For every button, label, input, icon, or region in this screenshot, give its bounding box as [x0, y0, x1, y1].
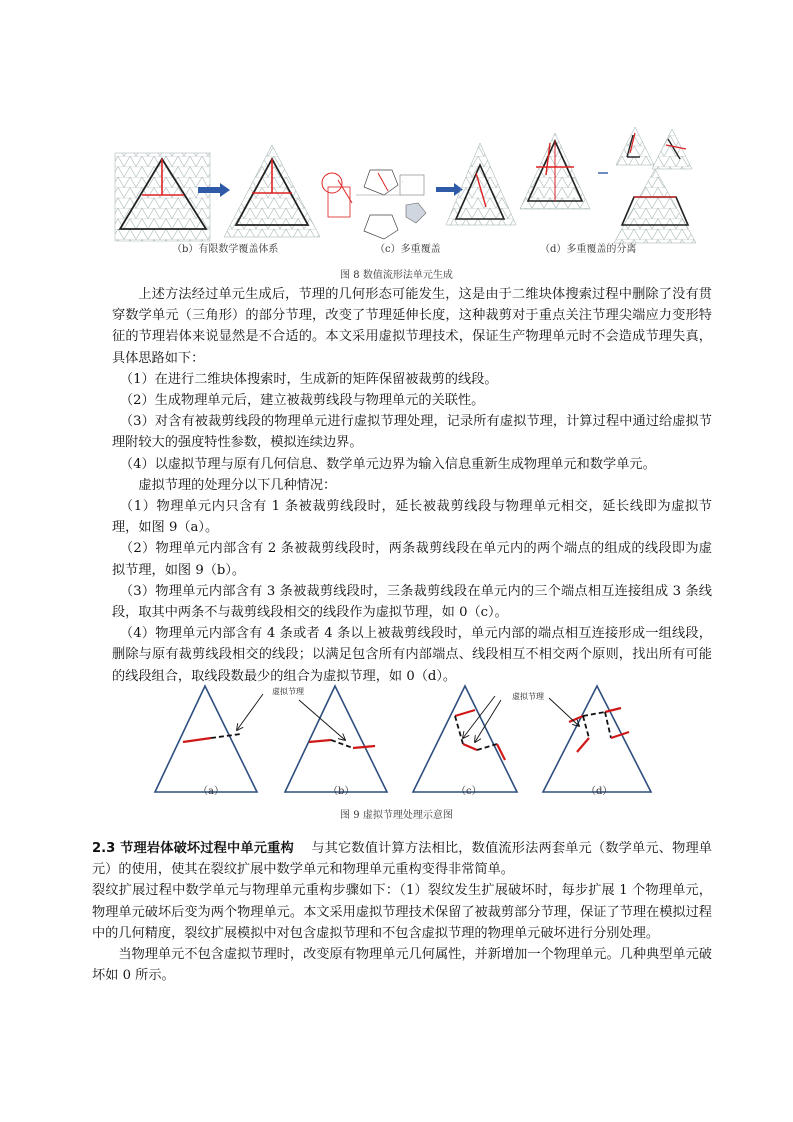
list-item: （1）在进行二维块体搜索时，生成新的矩阵保留被裁剪的线段。 [119, 371, 498, 387]
list-item: （3）对含有被裁剪线段的物理单元进行虚拟节理处理，记录所有虚拟节理，计算过程中通过给虚拟节理附较大的强度特性参数，模拟连续边界。 [112, 414, 712, 451]
list-item: （1）物理单元内只含有 1 条被裁剪线段时，延长被裁剪线段与物理单元相交，延长线即为虚拟节理，如图 9（a）。 [112, 499, 712, 536]
paragraph: 上述方法经过单元生成后，节理的几何形态可能发生，这是由于二维块体搜索过程中删除了没有贯穿数学单元（三角形）的部分节理，改变了节理延伸长度，这种裁剪对于重点关注节理尖端应力变形特征的节理岩体来说显然是不合适的。本文采用虚拟节理技术，保证生产物理单元时不会造成节理失真，具体思路如下： [112, 287, 712, 366]
figure-9-label-a: （a） [198, 786, 224, 797]
figure-8-subcaption-c: （c）多重覆盖 [375, 244, 441, 255]
figure-9-label-b: （b） [328, 786, 355, 797]
figure-8-subcaption-d: （d）多重覆盖的分离 [540, 244, 637, 255]
figure-9d-annotation: 虚拟节理 [512, 692, 544, 701]
list-item: （2）生成物理单元后，建立被裁剪线段与物理单元的关联性。 [119, 393, 485, 409]
section-lead-paragraph [92, 838, 712, 880]
body-text [112, 284, 712, 687]
figure-9-label-d: （d） [586, 786, 613, 797]
paragraph: 裂纹扩展过程中数学单元与物理单元重构步骤如下：（1）裂纹发生扩展破坏时，每步扩展 1 个物理单元，物理单元破坏后变为两个物理单元。本文采用虚拟节理技术保留了被裁剪部分节理，保证了节理在模拟过程中的几何精度，裂纹扩展模拟中对包含虚拟节理和不包含虚拟节理的物理单元破坏进行分别处理。 [92, 883, 712, 941]
list-item: （3）物理单元内部含有 3 条被裁剪线段时，三条裁剪线段在单元内的三个端点相互连接组成 3 条线段，取其中两条不与裁剪线段相交的线段作为虚拟节理，如 0（c）。 [112, 583, 712, 621]
figure-9-caption: 图 9 虚拟节理处理示意图 [340, 810, 453, 821]
list-item: （4）物理单元内部含有 4 条或者 4 条以上被裁剪线段时，单元内部的端点相互连接形成一组线段，删除与原有裁剪线段相交的线段；以满足包含所有内部端点、线段相互不相交两个原则，找出所有可能的线段组合，取线段数最少的组合为虚拟节理，如 0（d）。 [112, 626, 712, 684]
figure-8-caption: 图 8 数值流形法单元生成 [340, 270, 453, 281]
list-item: （4）以虚拟节理与原有几何信息、数学单元边界为输入信息重新生成物理单元和数学单元。 [119, 456, 656, 472]
section-lead-text: 与其它数值计算方法相比，数值流形法两套单元（数学单元、物理单元）的使用，使其在裂纹扩展中数学单元和物理单元重构变得非常简单。 [92, 841, 712, 878]
figure-9-label-c: （c） [456, 786, 482, 797]
svg-text:·: · [402, 179, 404, 184]
figure-9a-annotation: 虚拟节理 [272, 687, 304, 696]
paragraph: 当物理单元不包含虚拟节理时，改变原有物理单元几何属性，并新增加一个物理单元。几种典型单元破坏如 0 所示。 [92, 947, 712, 984]
section-2-3 [92, 838, 712, 986]
figure-8-subcaption-b: （b）有限数学覆盖体系 [172, 244, 279, 255]
section-title: 2.3 节理岩体破坏过程中单元重构 [92, 841, 294, 856]
list-item: （2）物理单元内部含有 2 条被裁剪线段时，两条裁剪线段在单元内的两个端点的组成的线段即为虚拟节理，如图 9（b）。 [112, 541, 712, 578]
paragraph: 虚拟节理的处理分以下几种情况： [138, 477, 337, 493]
